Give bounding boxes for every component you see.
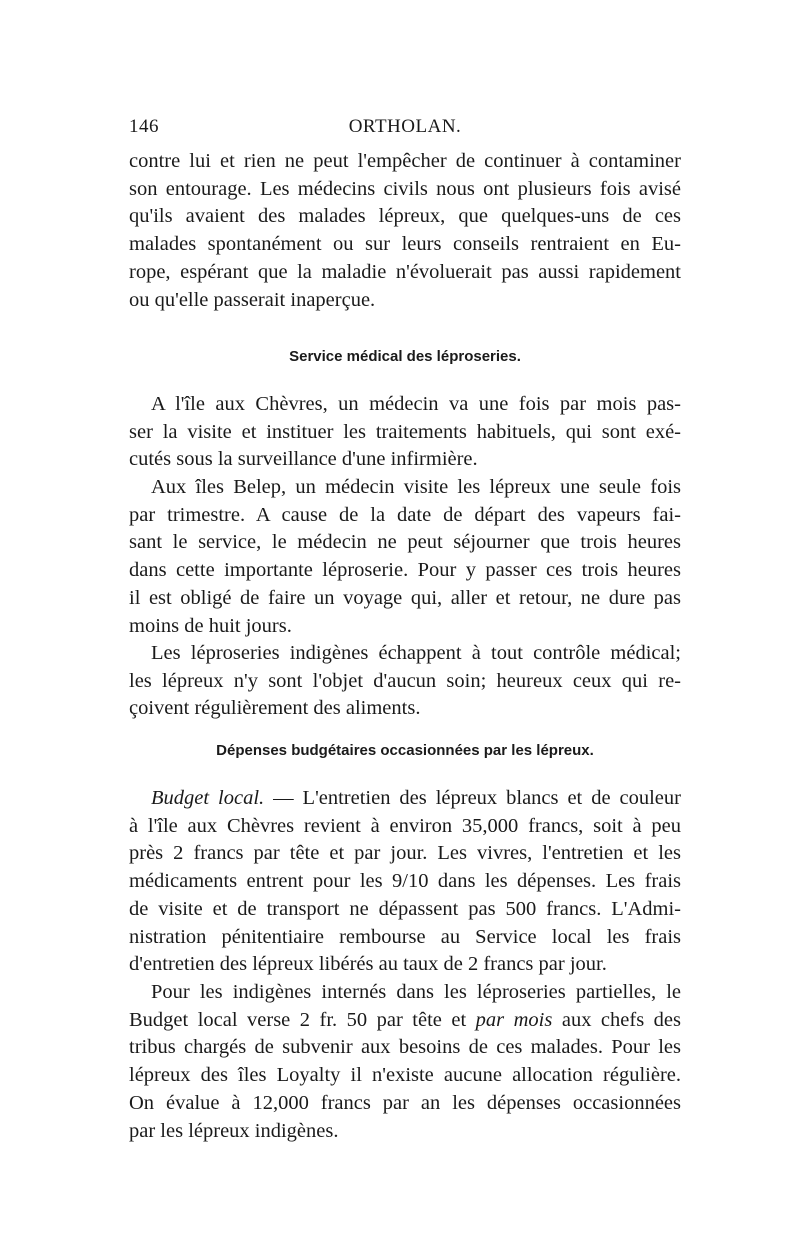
text-line: moins de huit jours. xyxy=(129,614,292,637)
paragraph-leproseries-indigenes xyxy=(129,640,681,723)
text-line: rope, espérant que la maladie n'évoluerait pas aussi rapidement xyxy=(129,260,681,283)
text-line: de visite et de transport ne dépassent pas 500 francs. L'Admi- xyxy=(129,897,681,920)
text-line: près 2 francs par tête et par jour. Les vivres, l'entretien et les xyxy=(129,842,681,865)
text-line: ser la visite et instituer les traitements habituels, qui sont exé- xyxy=(129,420,681,443)
paragraph-ile-aux-chevres xyxy=(129,391,681,474)
text-line: Aux îles Belep, un médecin visite les lépreux une seule fois xyxy=(151,476,681,498)
text-line: contre lui et rien ne peut l'empêcher de continuer à contaminer xyxy=(129,150,681,172)
page-header xyxy=(129,116,681,142)
page-number: 146 xyxy=(129,116,159,137)
text-fragment: — L'entretien des lépreux blancs et de couleur xyxy=(264,787,681,809)
text-line: On évalue à 12,000 francs par an les dépenses occasionnées xyxy=(129,1091,681,1114)
text-line: d'entretien des lépreux libérés au taux de 2 francs par jour. xyxy=(129,953,607,976)
text-line xyxy=(129,785,681,813)
text-line: cutés sous la surveillance d'une infirmière. xyxy=(129,448,478,471)
text-line: Les léproseries indigènes échappent à tout contrôle médical; xyxy=(151,642,681,664)
text-line: Pour les indigènes internés dans les léproseries partielles, le xyxy=(151,981,681,1003)
text-line: les lépreux n'y sont l'objet d'aucun soin; heureux ceux qui re- xyxy=(129,669,681,692)
text-line: lépreux des îles Loyalty il n'existe aucune allocation régulière. xyxy=(129,1064,681,1087)
italic-fragment: par mois xyxy=(475,1008,553,1031)
text-fragment: aux chefs des xyxy=(552,1008,681,1031)
section-heading-budget-expenses: Dépenses budgétaires occasionnées par les lépreux. xyxy=(216,742,594,759)
text-line: A l'île aux Chèvres, un médecin va une fois par mois pas- xyxy=(151,393,681,415)
text-line: par les lépreux indigènes. xyxy=(129,1119,339,1142)
text-line: médicaments entrent pour les 9/10 dans les dépenses. Les frais xyxy=(129,870,681,893)
text-line: par trimestre. A cause de la date de départ des vapeurs fai- xyxy=(129,503,681,526)
text-line: ou qu'elle passerait inaperçue. xyxy=(129,288,376,311)
text-line: çoivent régulièrement des aliments. xyxy=(129,697,421,720)
text-line xyxy=(129,1007,681,1035)
italic-lead: Budget local. xyxy=(151,787,265,809)
text-line: à l'île aux Chèvres revient à environ 35,000 francs, soit à peu xyxy=(129,814,681,837)
text-line: tribus chargés de subvenir aux besoins de ces malades. Pour les xyxy=(129,1036,681,1059)
text-line: son entourage. Les médecins civils nous ont plusieurs fois avisé xyxy=(129,177,681,200)
paragraph-indigenes-internes xyxy=(129,979,681,1145)
running-title: ORTHOLAN. xyxy=(348,116,462,137)
text-line: sant le service, le médecin ne peut séjourner que trois heures xyxy=(129,531,681,554)
paragraph-budget-local xyxy=(129,785,681,979)
text-fragment: Budget local verse 2 fr. 50 par tête et xyxy=(129,1008,476,1031)
paragraph-iles-belep xyxy=(129,474,681,640)
text-line: il est obligé de faire un voyage qui, aller et retour, ne dure pas xyxy=(129,586,681,609)
text-line: nistration pénitentiaire rembourse au Service local les frais xyxy=(129,925,681,948)
text-line: qu'ils avaient des malades lépreux, que quelques-uns de ces xyxy=(129,205,681,228)
text-line: dans cette importante léproserie. Pour y passer ces trois heures xyxy=(129,559,681,582)
text-line: malades spontanément ou sur leurs conseils rentraient en Eu- xyxy=(129,233,681,256)
paragraph-continuation xyxy=(129,148,681,314)
section-heading-medical-service: Service médical des léproseries. xyxy=(289,348,521,365)
